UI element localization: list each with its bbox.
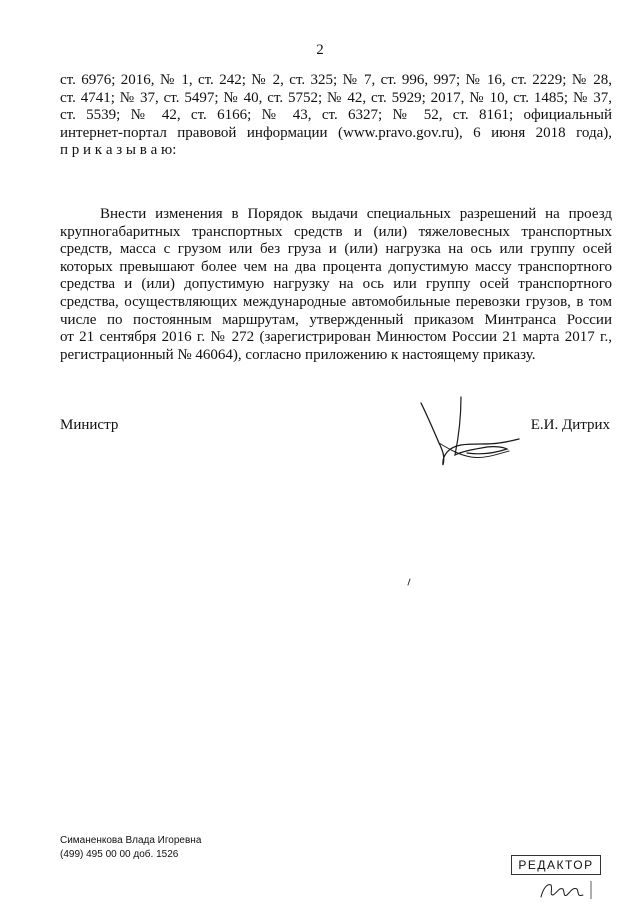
page-number: 2 [316, 42, 324, 58]
order-line: средств, масса с грузом или без груза и (или) нагрузка на ось или группу осей [60, 241, 612, 258]
order-line: крупногабаритных транспортных средств и (или) тяжеловесных транспортных [60, 223, 612, 240]
order-line: которых превышают более чем на два процента допустимую массу транспортного [60, 258, 612, 275]
executor-phone: (499) 495 00 00 доб. 1526 [60, 849, 179, 860]
intro-line: ст. 5539; № 42, ст. 6166; № 43, ст. 6327; № 52, ст. 8161; официальный [60, 107, 612, 124]
intro-paragraph [60, 72, 612, 160]
executor-info [60, 834, 201, 862]
intro-line: интернет-портал правовой информации (www.pravo.gov.ru), 6 июня 2018 года), [60, 124, 612, 141]
order-line: числе по постоянным маршрутам, утвержденный приказом Минтранса России [60, 311, 612, 328]
intro-line: ст. 4741; № 37, ст. 5497; № 40, ст. 5752; № 42, ст. 5929; 2017, № 10, ст. 1485; № 37, [60, 89, 612, 106]
intro-line: ст. 6976; 2016, № 1, ст. 242; № 2, ст. 325; № 7, ст. 996, 997; № 16, ст. 2229; № 28, [60, 72, 612, 88]
stamp-signature [511, 875, 603, 903]
order-line: средства и (или) допустимую нагрузку на ось или группу осей транспортного [60, 276, 612, 293]
order-paragraph [60, 206, 612, 364]
order-line: Внести изменения в Порядок выдачи специальных разрешений на проезд [100, 206, 612, 222]
order-line: средства, осуществляющих международные автомобильные перевозки грузов, в том [60, 293, 612, 310]
signatory-title: Министр [60, 417, 119, 433]
scan-speck [406, 578, 412, 586]
signatory-name: Е.И. Дитрих [530, 417, 610, 433]
executor-name: Симаненкова Влада Игоревна [60, 835, 202, 846]
order-line: от 21 сентября 2016 г. № 272 (зарегистрирован Минюстом России 21 марта 2017 г., [60, 329, 612, 346]
stamp-label: РЕДАКТОР [511, 855, 601, 875]
order-verb: п р и к а з ы в а ю: [60, 142, 177, 159]
editor-stamp [511, 855, 603, 903]
handwritten-signature [415, 395, 525, 475]
order-line: регистрационный № 46064), согласно приложению к настоящему приказу. [60, 346, 536, 363]
